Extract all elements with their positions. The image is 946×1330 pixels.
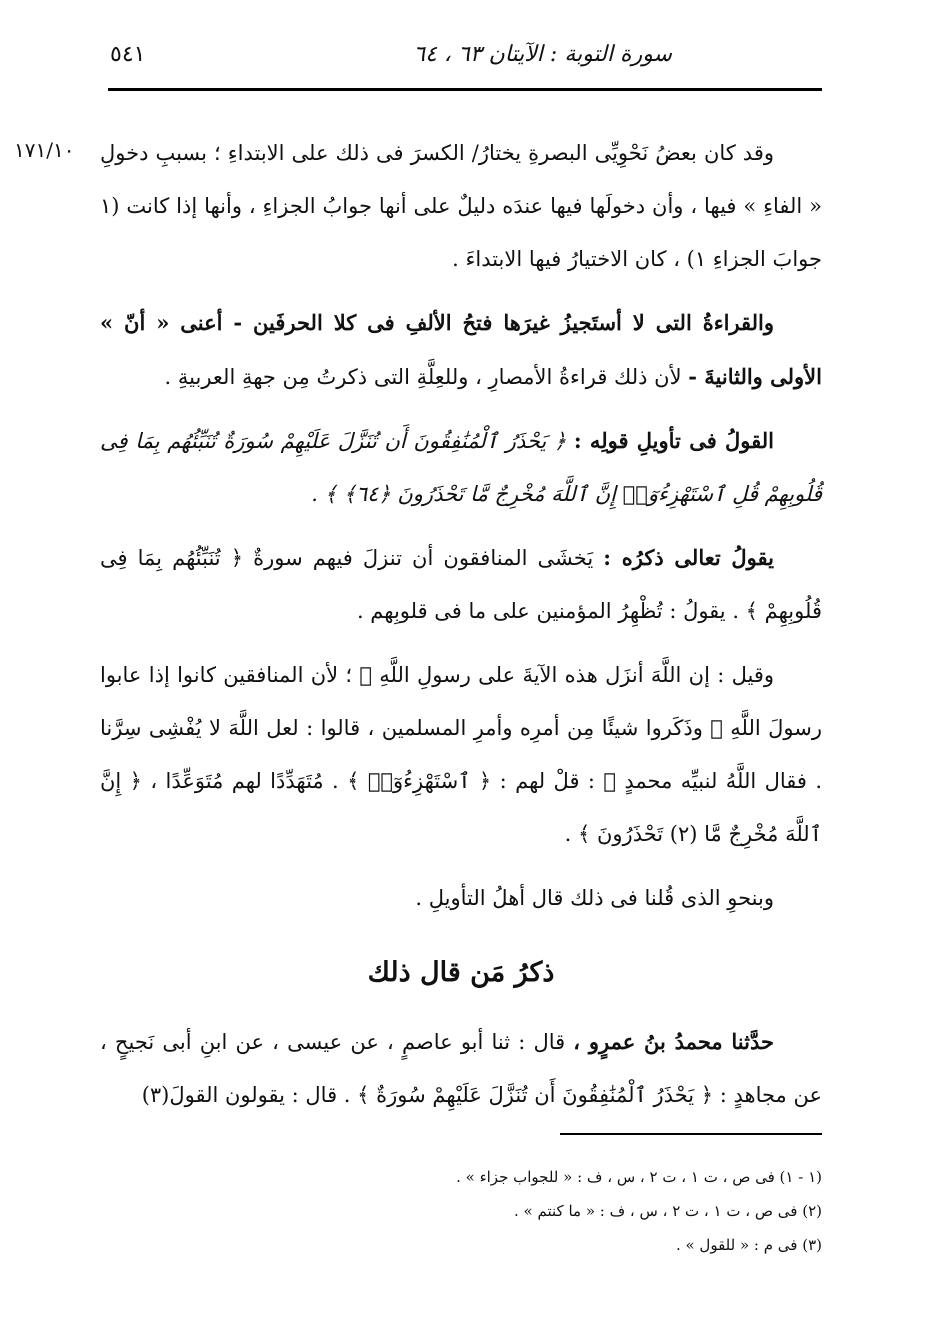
footnote-rule bbox=[560, 1133, 822, 1135]
paragraph-text: لأن ذلك قراءةُ الأمصارِ ، وللعِلَّةِ التى ذكرتُ مِن جهةِ العربيةِ . bbox=[164, 365, 689, 389]
footnote-2: (٢) فى ص ، ت ١ ، ت ٢ ، س ، ف : « ما كنتم » . bbox=[514, 1202, 822, 1220]
paragraph-text: وقيل : إن اللَّهَ أنزَل هذه الآيةَ على رسولِ اللَّهِ ﷺ ؛ لأن المنافقين كانوا إذا عابوا رسولَ اللَّهِ ﷺ وذَكَروا شيئًا مِن أمرِه وأمرِ المسلمين ، قالوا : لعل اللَّهَ لا يُفْشِى سِرَّنا . فقال اللَّهُ لنبيِّه محمدٍ ﷺ : قلْ لهم : ﴿ ٱسْتَهْزِءُوٓا۟ ﴾ . مُتَهَدِّدًا لهم مُتَوَعِّدًا ، ﴿ إِنَّ ٱللَّهَ مُخْرِجٌ مَّا (٢) تَحْذَرُونَ ﴾ . bbox=[100, 663, 822, 846]
main-text bbox=[100, 126, 822, 1132]
isnad-text: قال : ثنا أبو عاصمٍ ، عن عيسى ، عن ابنِ أبى نَجيحٍ ، عن مجاهدٍ : ﴿ يَحْذَرُ ٱلْمُنَٰفِقُونَ أَن تُنَزَّلَ عَلَيْهِمْ سُورَةٌ ﴾ . قال : يقولون القولَ(٣) bbox=[100, 1030, 822, 1107]
paragraph-text: وقد كان بعضُ نَحْوِيِّى البصرةِ يختارُ/ الكسرَ فى ذلك على الابتداءِ ؛ بسببِ دخولِ « الفاءِ » فيها ، وأن دخولَها فيها عندَه دليلٌ على أنها جوابُ الجزاءِ ، وأنها إذا كانت (١ جوابَ الجزاءِ ١) ، كان الاختيارُ فيها الابتداءَ . bbox=[100, 141, 822, 271]
running-title: سورة التوبة : الآيتان ٦٣ ، ٦٤ bbox=[413, 42, 672, 67]
header-rule bbox=[108, 88, 822, 91]
page-number: ٥٤١ bbox=[110, 42, 146, 67]
isnad-paragraph bbox=[100, 1015, 822, 1122]
isnad-lead: حدَّثنا محمدُ بنُ عمرٍو ، bbox=[573, 1029, 774, 1054]
paragraph-lead: القولُ فى تأويلِ قولِه : bbox=[573, 428, 774, 453]
paragraph-5 bbox=[100, 648, 822, 861]
paragraph-6 bbox=[100, 871, 822, 925]
paragraph-2 bbox=[100, 296, 822, 404]
quran-verse: ﴿ يَحْذَرُ ٱلْمُنَٰفِقُونَ أَن تُنَزَّلَ عَلَيْهِمْ سُورَةٌ تُنَبِّئُهُم بِمَا فِى قُلُوبِهِمْ قُلِ ٱسْتَهْزِءُوٓا۟ إِنَّ ٱللَّهَ مُخْرِجٌ مَّا تَحْذَرُونَ ﴿٦٤﴾ ﴾ . bbox=[100, 429, 822, 506]
paragraph-text: يَخشَى المنافقون أن تنزلَ فيهم سورةٌ ﴿ تُنَبِّئُهُم بِمَا فِى قُلُوبِهِمْ ﴾ . يقولُ : تُظْهِرُ المؤمنين على ما فى قلوبِهم . bbox=[100, 546, 822, 623]
margin-reference: ١٧١/١٠ bbox=[14, 138, 75, 162]
paragraph-lead: يقولُ تعالى ذكرُه : bbox=[603, 545, 774, 570]
footnote-3: (٣) فى م : « للقول » . bbox=[675, 1236, 822, 1254]
paragraph-4 bbox=[100, 531, 822, 638]
paragraph-lead: والقراءةُ التى لا أستَجيزُ غيرَها فتحُ الألفِ فى كلا الحرفَين - أعنى « أنّ » الأولى والثانيةَ - bbox=[100, 310, 822, 389]
section-heading: ذكرُ مَن قال ذلك bbox=[367, 957, 555, 988]
footnotes bbox=[100, 1160, 822, 1262]
paragraph-text: وبنحوِ الذى قُلنا فى ذلك قال أهلُ التأويلِ . bbox=[415, 886, 774, 910]
running-head bbox=[100, 34, 822, 86]
paragraph-1 bbox=[100, 126, 822, 286]
footnote-1: (١ - ١) فى ص ، ت ١ ، ت ٢ ، س ، ف : « للجواب جزاء » . bbox=[456, 1168, 822, 1186]
paragraph-3 bbox=[100, 414, 822, 521]
